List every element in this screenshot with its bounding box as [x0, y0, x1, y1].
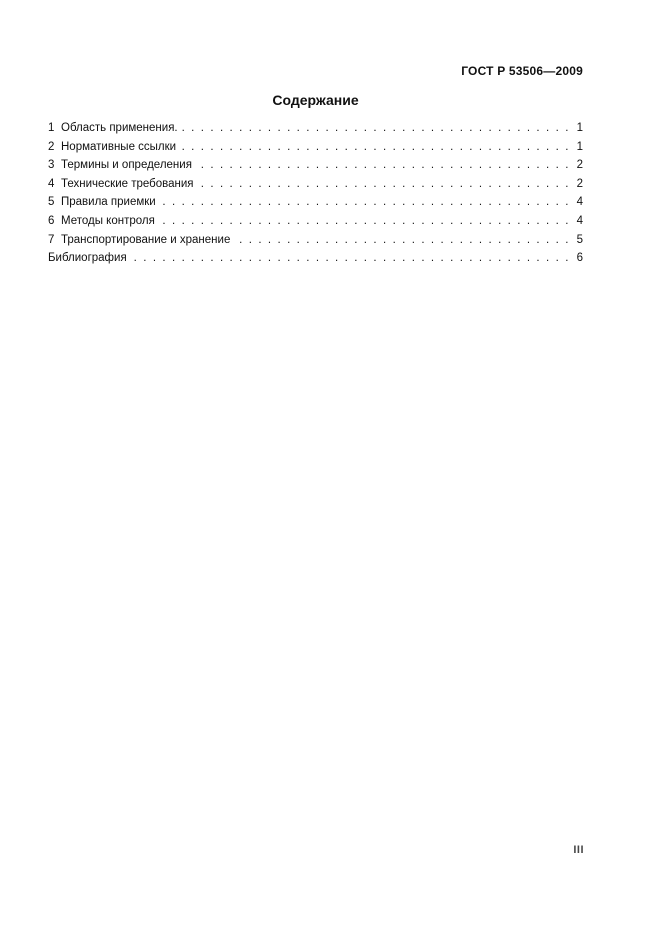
toc-item-label: Методы контроля: [61, 214, 155, 227]
toc-item-label: Транспортирование и хранение: [61, 233, 231, 246]
page-title: Содержание: [272, 92, 359, 108]
toc-item-number: 3: [48, 159, 55, 172]
table-of-contents: [48, 119, 583, 268]
dot-leader: [129, 249, 570, 268]
toc-item-number: 2: [48, 140, 55, 153]
toc-item-page: 2: [576, 159, 583, 172]
toc-item-number: 4: [48, 177, 55, 190]
dot-leader: [157, 212, 570, 231]
folio-page-number: III: [573, 844, 584, 856]
toc-item-label: Термины и определения: [61, 159, 192, 172]
doc-number: ГОСТ Р 53506—2009: [461, 64, 583, 78]
toc-item-page: 1: [576, 122, 583, 134]
toc-item-label: Библиография: [48, 252, 127, 265]
toc-item-label: Область применения.: [61, 122, 178, 134]
dot-leader: [180, 119, 570, 138]
dot-leader: [194, 156, 570, 175]
dot-leader: [232, 231, 570, 250]
toc-item: [48, 119, 583, 138]
toc-item-label: Правила приемки: [61, 196, 156, 209]
toc-item-page: 1: [576, 140, 583, 153]
toc-item: [48, 193, 583, 212]
toc-item-label: Технические требования: [61, 177, 194, 190]
toc-item-page: 4: [576, 214, 583, 227]
dot-leader: [178, 138, 570, 157]
toc-item-number: 7: [48, 233, 55, 246]
toc-item-page: 5: [576, 233, 583, 246]
toc-item-page: 2: [576, 177, 583, 190]
toc-item: [48, 175, 583, 194]
toc-item: [48, 249, 583, 268]
toc-item-page: 4: [576, 196, 583, 209]
toc-item-label: Нормативные ссылки: [61, 140, 177, 153]
dot-leader: [158, 193, 570, 212]
toc-item: [48, 156, 583, 175]
toc-item-number: 1: [48, 122, 55, 134]
toc-item: [48, 138, 583, 157]
toc-item-number: 6: [48, 214, 55, 227]
toc-item: [48, 231, 583, 250]
toc-item-page: 6: [576, 252, 583, 265]
toc-item-number: 5: [48, 196, 55, 209]
toc-item: [48, 212, 583, 231]
dot-leader: [196, 175, 570, 194]
